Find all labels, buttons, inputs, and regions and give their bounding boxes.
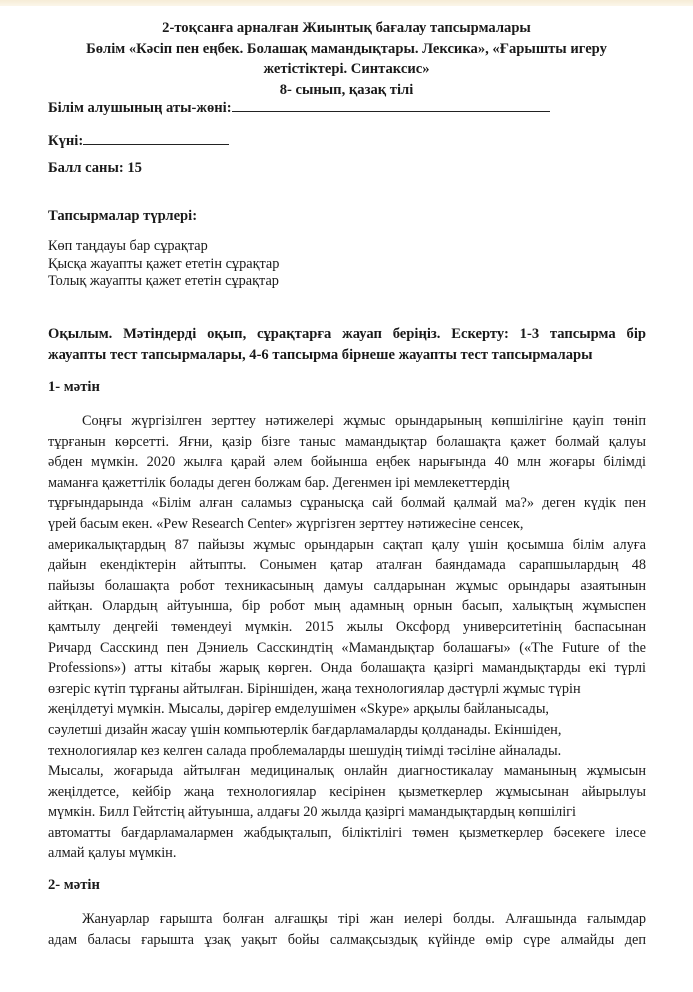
text1-line: тұрғындарында «Білім алған саламыз сұранысқа сай болмай қалмай ма?» деген күдік пен — [48, 495, 646, 512]
text1-line: жеңілдетсе, кейбір жаңа технологиялар кесірінен қызметкерлер жұмысынан айырылуы — [48, 783, 646, 800]
task-types-title: Тапсырмалар түрлері: — [48, 208, 198, 224]
task-type-item: Көп таңдауы бар сұрақтар — [48, 238, 208, 254]
text1-line: айтқан. Олардың айтуынша, бір робот мың адамның орнын басып, халықтың жұмыспен — [48, 598, 646, 615]
text1-body — [48, 411, 646, 864]
text1-line: Ричард Сасскинд пен Дэниель Сасскиндтің «Мамандықтар болашағы» («The Future of the — [48, 639, 646, 656]
text1-line: Мысалы, жоғарыда айтылған медициналық онлайн диагностикалау маманының жұмысын — [48, 763, 646, 780]
date-blank[interactable] — [83, 131, 229, 145]
text1-line: автоматты бағдарламалармен жабдықталып, біліктілігі төмен қызметкерлер бәсекеге ілесе — [48, 824, 646, 841]
text1-line: маманға қажеттілік болады деген болжам бар. Дегенмен ірі мемлекеттердің — [48, 474, 510, 491]
task-type-item: Қысқа жауапты қажет ететін сұрақтар — [48, 255, 280, 272]
text1-line: технологиялар кез келген салада проблемаларды шешудің тиімді тәсіліне айналады. — [48, 742, 562, 759]
header-section-line1: Бөлім «Кәсіп пен еңбек. Болашақ мамандықтары. Лексика», «Ғарышты игеру — [86, 40, 607, 57]
task-types-list — [48, 238, 279, 291]
header-section-line2: жетістіктері. Синтаксис» — [263, 61, 430, 77]
text1-line: қамтылу деңгейі төмендеуі мүмкін. 2015 жылы Оксфорд университетінің баспасынан — [48, 618, 646, 635]
instruction-line: жауапты тест тапсырмалары, 4-6 тапсырма бірнеше жауапты тест тапсырмалары — [48, 347, 593, 363]
text1-line: алмай қалуы мүмкін. — [48, 845, 177, 862]
text1-line: Соңғы жүргізілген зерттеу нәтижелері жұмыс орындарының көпшілігіне қауіп төніп — [82, 413, 646, 429]
text2-body — [48, 909, 646, 950]
text1-line: Professions») атты кітабы жарық көрген. Онда болашақта қазіргі мамандықтарды екі түрлі — [48, 660, 646, 677]
student-name-label: Білім алушының аты-жөні: — [48, 100, 232, 116]
date-label: Күні: — [48, 133, 84, 149]
page-top-edge — [0, 0, 693, 6]
score-label: Балл саны: 15 — [48, 160, 142, 176]
header-title: 2-тоқсанға арналған Жиынтық бағалау тапсырмалары — [162, 20, 531, 36]
text2-heading: 2- мәтін — [48, 877, 100, 893]
text1-line: өзгеріс күтіп тұрғаны айтылған. Біріншіден, жаңа технологиялар дәстүрлі жұмыс түрін — [48, 680, 581, 697]
text1-heading: 1- мәтін — [48, 379, 100, 395]
date-field — [48, 131, 229, 150]
text1-line: сәулетші дизайн жасау үшін компьютерлік бағдарламаларды қолданады. Екіншіден, — [48, 721, 562, 738]
text1-line: әбден мүмкін. 2020 жылға қарай әлем бойынша еңбек нарығында 40 млн жоғары білімді — [48, 454, 646, 471]
document-header — [40, 18, 653, 100]
task-type-item: Толық жауапты қажет ететін сұрақтар — [48, 273, 279, 289]
text1-line: үрей басым екен. «Pew Research Center» жүргізген зерттеу нәтижесіне сенсек, — [48, 515, 524, 532]
header-grade-subject: 8- сынып, қазақ тілі — [279, 81, 414, 98]
text1-line: мүмкін. Билл Гейтстің айтуынша, алдағы 20 жылда қазіргі мамандықтардың көпшілігі — [48, 804, 577, 821]
text1-line: америкалықтардың 87 пайызы жұмыс орындарын сақтап қалу үшін қосымша білім алуға — [48, 536, 646, 553]
student-name-blank[interactable] — [232, 98, 550, 112]
text1-line: тұрғанын көрсетті. Яғни, қазір бізге таныс мамандықтар болашақта қажет болмай қалуы — [48, 433, 646, 450]
student-name-field — [48, 98, 550, 117]
text1-line: пайызы болашақта робот техникасының дамуы салдарынан жұмыс орындары азаятынын — [48, 577, 646, 594]
text1-line: дайын екендіктерін айтыпты. Сонымен қатар аталған баяндамада сарапшылардың 48 — [48, 557, 646, 574]
reading-instruction — [48, 324, 646, 366]
text2-line: Жануарлар ғарышта болған алғашқы тірі жан иелері болды. Алғашында ғалымдар — [82, 911, 646, 927]
text1-line: жеңілдетуі мүмкін. Мысалы, дәрігер емделушімен «Skype» арқылы байланысады, — [48, 701, 550, 718]
text2-line: адам баласы ғарышта ұзақ уақыт бойы салмақсыздық күйінде өмір сүре алмайды деп — [48, 931, 646, 948]
instruction-line: Оқылым. Мәтіндерді оқып, сұрақтарға жауап беріңіз. Ескерту: 1-3 тапсырма бір — [48, 326, 646, 342]
